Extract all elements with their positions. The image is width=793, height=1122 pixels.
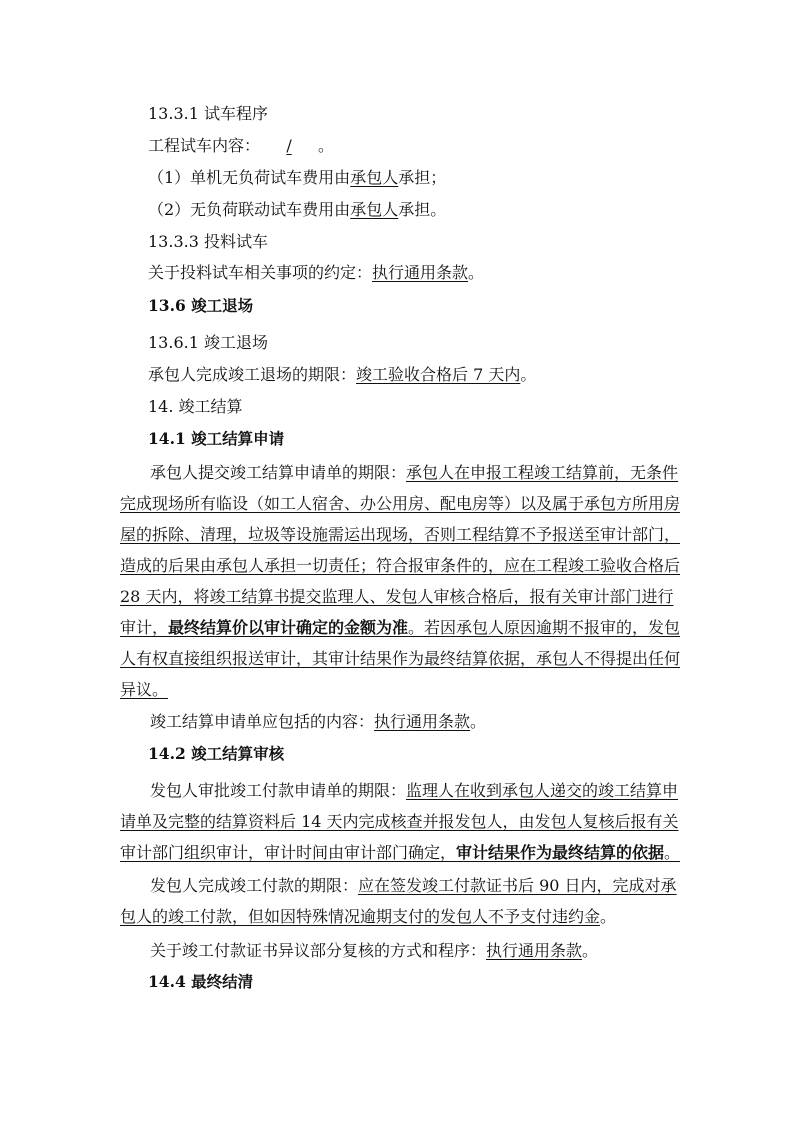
paragraph-line: 造成的后果由承包人承担一切责任；符合报审条件的，应在工程竣工验收合格后 [120, 556, 681, 575]
underlined-value: 执行通用条款 [374, 712, 471, 731]
application-contents-line [150, 709, 486, 732]
item-text-end: 承担； [398, 168, 447, 187]
paragraph-line [120, 837, 680, 868]
line-text: 竣工结算申请单应包括的内容： [150, 712, 375, 731]
line-text: 关于竣工付款证书异议部分复核的方式和程序： [150, 941, 487, 960]
underlined-text: 包人的竣工付款，但如因特殊情况逾期支付的发包人不予支付违约金 [120, 907, 601, 926]
trial-content-line [148, 133, 334, 156]
underlined-text: 监理人在收到承包人递交的竣工结算申 [406, 781, 679, 800]
trial-agreement-line [148, 260, 484, 283]
punctuation: 。 [600, 907, 617, 926]
trial-content-blank: / [286, 136, 292, 155]
heading-13-6: 13.6 竣工退场 [148, 296, 254, 315]
settlement-application-paragraph [120, 457, 680, 705]
underlined-text: 审计， [120, 618, 169, 637]
paragraph-line [120, 901, 680, 932]
section-title: 投料试车 [203, 232, 268, 251]
underlined-text: 应在签发竣工付款证书后 90 日内，完成对承 [358, 876, 677, 895]
item-underlined: 承包人 [350, 200, 399, 219]
punctuation: 。 [520, 365, 537, 384]
bold-text: 最终结算价以审计确定的金额为准 [168, 618, 409, 637]
paragraph-line: 异议。 [120, 680, 169, 699]
item-text: （2）无负荷联动试车费用由 [148, 200, 351, 219]
section-title: 竣工退场 [203, 333, 268, 352]
item-underlined: 承包人 [350, 168, 399, 187]
section-13-6-1 [148, 330, 268, 353]
underlined-value: 执行通用条款 [372, 263, 469, 282]
exit-deadline-line [148, 362, 536, 385]
punctuation: 。 [582, 941, 599, 960]
punctuation: 。 [318, 136, 335, 155]
punctuation: 。 [468, 263, 485, 282]
list-item-2 [148, 197, 446, 220]
section-number: 13.3.3 [148, 232, 199, 251]
heading-14-4: 14.4 最终结清 [148, 972, 254, 991]
paragraph-line: 请单及完整的结算资料后 14 天内完成核查并报发包人，由发包人复核后报有关 [120, 812, 679, 831]
paragraph-line: 屋的拆除、清理，垃圾等设施需运出现场，否则工程结算不予报送至审计部门， [120, 525, 681, 544]
item-text: （1）单机无负荷试车费用由 [148, 168, 351, 187]
paragraph-line [120, 870, 680, 901]
review-procedure-line [150, 938, 598, 961]
paragraph-line: 完成现场所有临设（如工人宿舍、办公用房、配电房等）以及属于承包方所用房 [120, 494, 681, 513]
underlined-text: 。若因承包人原因逾期不报审的，发包 [408, 618, 681, 637]
heading-14-1: 14.1 竣工结算申请 [148, 429, 285, 448]
list-item-1 [148, 165, 446, 188]
section-number: 13.6.1 [148, 333, 199, 352]
section-number: 13.3.1 [148, 104, 199, 123]
punctuation: 。 [664, 843, 681, 862]
chapter-14: 14. 竣工结算 [148, 397, 243, 416]
line-text: 承包人提交竣工结算申请单的期限： [150, 463, 407, 482]
section-13-3-3 [148, 229, 268, 252]
line-text: 承包人完成竣工退场的期限： [148, 365, 357, 384]
section-title: 试车程序 [203, 104, 268, 123]
paragraph-line [120, 612, 680, 643]
underlined-value: 执行通用条款 [486, 941, 583, 960]
item-text-end: 承担。 [398, 200, 447, 219]
underlined-value: 竣工验收合格后 7 天内 [356, 365, 521, 384]
bold-text: 审计结果作为最终结算的依据 [456, 843, 665, 862]
paragraph-line [120, 457, 680, 488]
paragraph-line [120, 775, 680, 806]
punctuation: 。 [470, 712, 487, 731]
section-13-3-1 [148, 101, 268, 124]
settlement-review-paragraph [120, 775, 680, 868]
payment-deadline-paragraph [120, 870, 680, 932]
line-text: 发包人完成竣工付款的期限： [150, 876, 359, 895]
heading-14-2: 14.2 竣工结算审核 [148, 744, 285, 763]
paragraph-line: 人有权直接组织报送审计，其审计结果作为最终结算依据，承包人不得提出任何 [120, 649, 681, 668]
paragraph-line: 28 天内，将竣工结算书提交监理人、发包人审核合格后，报有关审计部门进行 [120, 587, 674, 606]
line-text: 发包人审批竣工付款申请单的期限： [150, 781, 407, 800]
trial-content-label: 工程试车内容： [148, 136, 261, 155]
line-text: 关于投料试车相关事项的约定： [148, 263, 373, 282]
underlined-text: 承包人在申报工程竣工结算前，无条件 [406, 463, 679, 482]
underlined-text: 审计部门组织审计，审计时间由审计部门确定， [120, 843, 457, 862]
